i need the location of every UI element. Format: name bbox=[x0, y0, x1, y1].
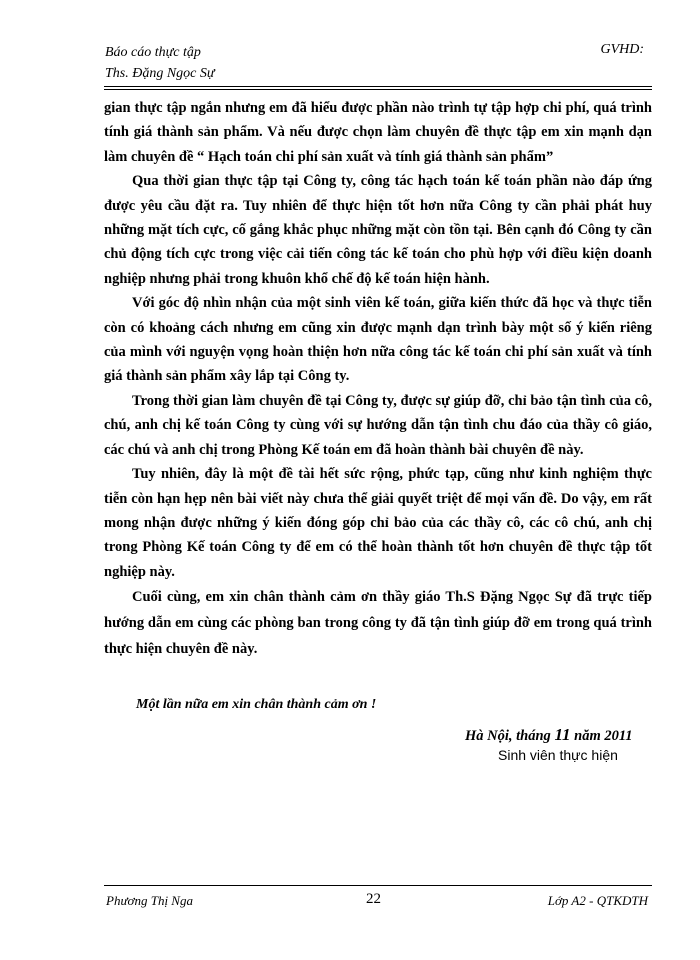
paragraph-1: gian thực tập ngắn nhưng em đã hiểu được phần nào trình tự tập hợp chi phí, quá trình tính giá thành sản phẩm. Và nếu được chọn làm chuyên đề thực tập em xin mạnh dạn làm chuyên đề “ Hạch toán chi phí sản xuất và tính giá thành sản phẩm” bbox=[104, 100, 652, 165]
report-label: Báo cáo thực tập bbox=[105, 45, 201, 60]
document-body bbox=[104, 96, 652, 662]
paragraph-2: Qua thời gian thực tập tại Công ty, công tác hạch toán kế toán phần nào đáp ứng được yêu cầu đặt ra. Tuy nhiên để thực hiện tốt hơn nữa Công ty cần phải phát huy những mặt tích cực, cố gắng khắc phục những mặt còn tồn tại. Bên cạnh đó Công ty cần chủ động tích cực trong việc cải tiến công tác kế toán cho phù hợp với điều kiện doanh nghiệp nhưng phải trong khuôn khổ chế độ kế toán hiện hành. bbox=[104, 173, 652, 287]
year-label: năm 2011 bbox=[574, 728, 633, 744]
advisor-name: Ths. Đặng Ngọc Sự bbox=[105, 66, 215, 81]
paragraph-6: Cuối cùng, em xin chân thành cảm ơn thầy giáo Th.S Đặng Ngọc Sự đã trực tiếp hướng dẫn em cùng các phòng ban trong công ty đã tận tình giúp đỡ em trong quá trình thực hiện chuyên đề này. bbox=[104, 589, 652, 658]
paragraph-5: Tuy nhiên, đây là một đề tài hết sức rộng, phức tạp, cũng như kinh nghiệm thực tiễn còn hạn hẹp nên bài viết này chưa thể giải quyết triệt để mọi vấn đề. Do vậy, em rất mong nhận được những ý kiến đóng góp chỉ bảo của các thầy cô, các cô chú, anh chị trong Phòng Kế toán Công ty để em có thể hoàn thành tốt hơn chuyên đề thực tập tốt nghiệp này. bbox=[104, 466, 652, 580]
footer-class: Lớp A2 - QTKDTH bbox=[547, 893, 648, 908]
advisor-label: GVHD: bbox=[600, 42, 644, 57]
header-divider bbox=[104, 86, 652, 90]
place-label: Hà Nội, tháng bbox=[465, 728, 551, 744]
signer-label: Sinh viên thực hiện bbox=[498, 747, 618, 763]
place-date bbox=[465, 725, 633, 745]
footer-divider bbox=[104, 885, 652, 886]
month-value: 11 bbox=[554, 725, 571, 744]
paragraph-3: Với góc độ nhìn nhận của một sinh viên kế toán, giữa kiến thức đã học và thực tiễn còn có khoảng cách nhưng em cũng xin được mạnh dạn trình bày một số ý kiến riêng của mình với nguyện vọng hoàn thiện hơn nữa công tác kế toán chi phí sản xuất và tính giá thành sản phẩm xây lắp tại Công ty. bbox=[104, 295, 652, 385]
page-header-left bbox=[105, 42, 215, 84]
footer-student: Phương Thị Nga bbox=[106, 893, 193, 908]
page-number: 22 bbox=[366, 891, 381, 907]
closing-thanks: Một lần nữa em xin chân thành cảm ơn ! bbox=[136, 697, 377, 712]
paragraph-4: Trong thời gian làm chuyên đề tại Công ty, được sự giúp đỡ, chỉ bảo tận tình của cô, chú, anh chị kế toán Công ty cùng với sự hướng dẫn tận tình chu đáo của thầy cô giáo, các chú và anh chị trong Phòng Kế toán em đã hoàn thành bài chuyên đề này. bbox=[104, 392, 652, 458]
